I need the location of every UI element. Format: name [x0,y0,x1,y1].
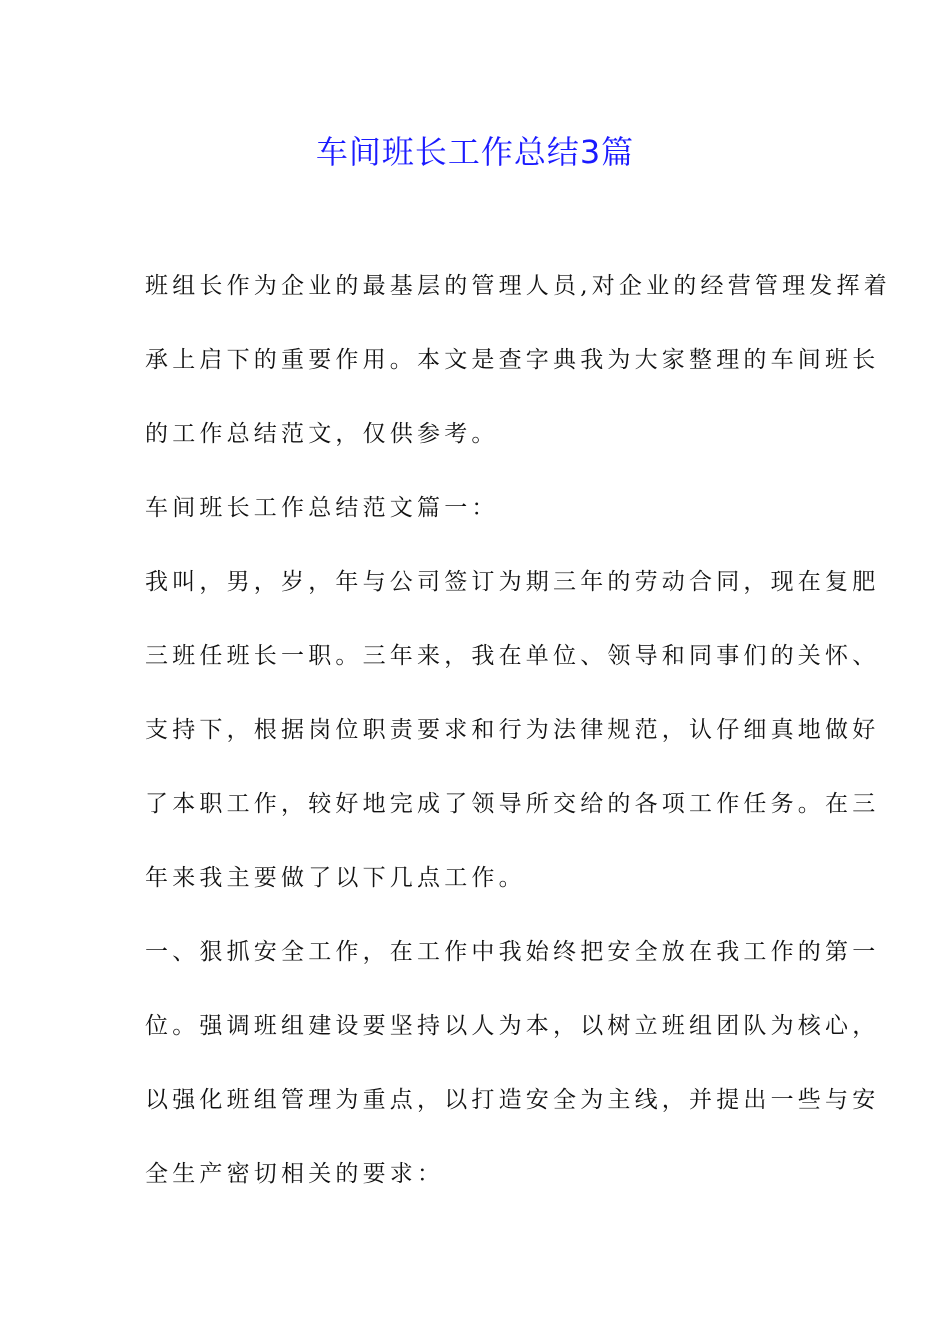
body-line: 承上启下的重要作用。本文是查字典我为大家整理的车间班长 [145,347,880,373]
body-line: 全生产密切相关的要求： [145,1161,445,1187]
document-body [145,264,891,1226]
body-line: 的工作总结范文，仅供参考。 [145,421,499,447]
body-line: 位。强调班组建设要坚持以人为本，以树立班组团队为核心， [145,1013,880,1039]
document-title: 车间班长工作总结3篇 [315,133,635,171]
body-line: 一、狠抓安全工作，在工作中我始终把安全放在我工作的第一 [145,939,880,965]
body-line: 三班任班长一职。三年来，我在单位、领导和同事们的关怀、 [145,643,880,669]
body-line: 支持下，根据岗位职责要求和行为法律规范，认仔细真地做好 [145,717,880,743]
body-line: 年来我主要做了以下几点工作。 [145,865,526,891]
body-line: 以强化班组管理为重点，以打造安全为主线，并提出一些与安 [145,1087,880,1113]
section-heading: 车间班长工作总结范文篇一： [145,495,499,521]
body-line: 我叫，男，岁，年与公司签订为期三年的劳动合同，现在复肥 [145,569,880,595]
body-line: 班组长作为企业的最基层的管理人员,对企业的经营管理发挥着 [145,273,891,299]
body-line: 了本职工作，较好地完成了领导所交给的各项工作任务。在三 [145,791,880,817]
